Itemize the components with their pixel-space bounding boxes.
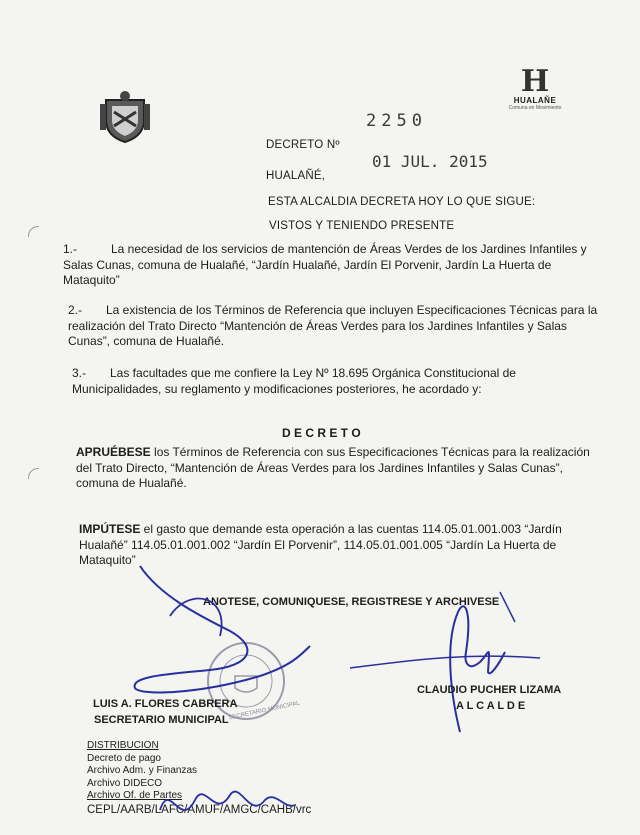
secretary-signature bbox=[110, 556, 320, 706]
resolution-text: los Términos de Referencia con sus Especificaciones Técnicas para la realización del Trato Directo, “Mantención de Áreas Verdes para los Jardines Infantiles y Salas Cunas”, comuna de Hualañé. bbox=[76, 445, 590, 490]
decree-intro: ESTA ALCALDIA DECRETA HOY LO QUE SIGUE: bbox=[268, 196, 536, 208]
distribution-item: Archivo DIDECO bbox=[87, 777, 163, 789]
punch-hole-mark bbox=[28, 468, 39, 479]
distribution-item: Archivo Of. de Partes bbox=[87, 790, 183, 801]
stamp-label: SECRETARIO MUNICIPAL bbox=[228, 700, 301, 722]
distribution-item: Decreto de pago bbox=[87, 752, 161, 764]
vistos-text: La existencia de los Términos de Referencia que incluyen Especificaciones Técnicas para la realización del Trato Directo “Mantención de Áreas Verdes para los Jardines Infantiles y Salas Cunas”, comuna de Hualañé. bbox=[68, 303, 598, 348]
vistos-item bbox=[68, 303, 606, 350]
resolution-verb: APRUÉBESE bbox=[76, 445, 151, 459]
closing-formula: ANOTESE, COMUNIQUESE, REGISTRESE Y ARCHIVESE bbox=[203, 596, 500, 608]
municipal-seal-logo bbox=[100, 90, 150, 144]
mayor-role: A L C A L D E bbox=[456, 700, 526, 712]
logo-name: HUALAÑE bbox=[513, 96, 557, 105]
vistos-text: Las facultades que me confiere la Ley Nº 18.695 Orgánica Constitucional de Municipalidades, su reglamento y modificaciones posteriores, he acordado y: bbox=[72, 366, 516, 396]
mayor-signature bbox=[340, 582, 580, 742]
vistos-heading: VISTOS Y TENIENDO PRESENTE bbox=[269, 220, 455, 232]
resolution-verb: IMPÚTESE bbox=[79, 522, 141, 536]
logo-mark: H bbox=[520, 64, 550, 99]
vistos-number: 1.- bbox=[63, 242, 78, 256]
place-label: HUALAÑÉ, bbox=[266, 170, 326, 182]
resolution-apruebese bbox=[76, 445, 606, 492]
vistos-number: 3.- bbox=[72, 366, 87, 380]
logo-tagline: Comuna en Movimiento bbox=[508, 105, 562, 111]
punch-hole-mark bbox=[28, 226, 39, 237]
resolution-text: el gasto que demande esta operación a las cuentas 114.05.01.001.003 “Jardín Hualañé” 114.05.01.001.002 “Jardín El Porvenir”, 114.05.01.001.005 “Jardín La Huerta de Mataquito” bbox=[79, 522, 562, 567]
distribution-title: DISTRIBUCION bbox=[87, 740, 159, 751]
decreto-number: 2250 bbox=[366, 111, 427, 131]
distribution-initials: CEPL/AARB/LAFC/AMUF/AMGC/CAHB/vrc bbox=[87, 804, 312, 816]
distribution-item: Archivo Adm. y Finanzas bbox=[87, 765, 198, 776]
mayor-name: CLAUDIO PUCHER LIZAMA bbox=[417, 684, 562, 696]
secretary-role: SECRETARIO MUNICIPAL bbox=[94, 714, 229, 726]
vistos-item bbox=[72, 366, 607, 397]
vistos-item bbox=[63, 242, 608, 289]
decreto-title: D E C R E T O bbox=[282, 426, 361, 440]
decree-date: 01 JUL. 2015 bbox=[372, 152, 488, 171]
secretary-name: LUIS A. FLORES CABRERA bbox=[93, 698, 238, 710]
vistos-number: 2.- bbox=[68, 303, 83, 317]
hualane-logo bbox=[505, 64, 565, 111]
vistos-text: La necesidad de los servicios de mantención de Áreas Verdes de los Jardines Infantiles y Salas Cunas, comuna de Hualañé, “Jardín Hualañé, Jardín El Porvenir, Jardín La Huerta de Mataquito” bbox=[63, 242, 587, 287]
decreto-number-label: DECRETO Nº bbox=[266, 139, 340, 151]
initials-scribble bbox=[150, 770, 300, 830]
